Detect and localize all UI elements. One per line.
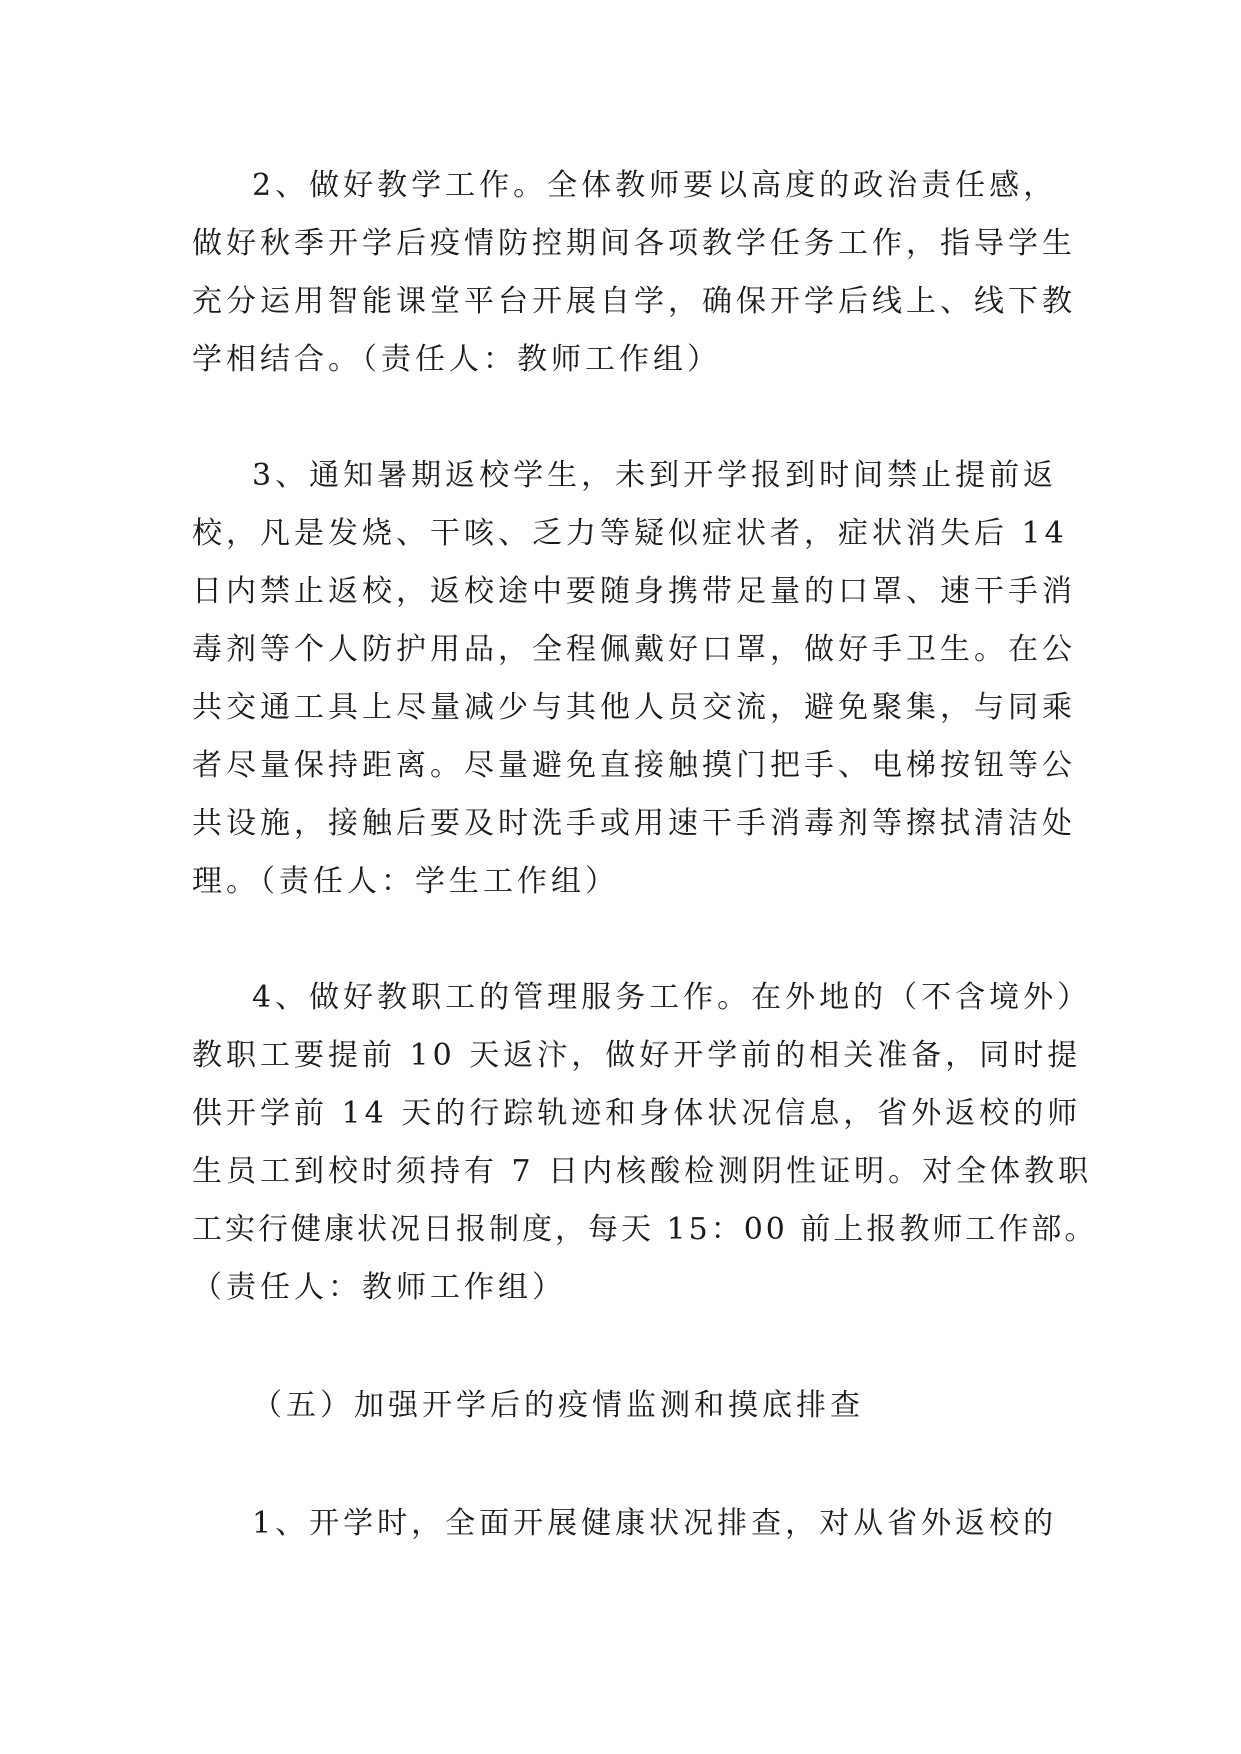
paragraph-4-line-5: 工实行健康状况日报制度，每天 15：00 前上报教师工作部。 xyxy=(192,1212,1098,1247)
paragraph-4-line-4: 生员工到校时须持有 7 日内核酸检测阴性证明。对全体教职 xyxy=(192,1154,1093,1189)
paragraph-3-line-8: 理。（责任人：学生工作组） xyxy=(192,864,619,899)
paragraph-4-line-3: 供开学前 14 天的行踪轨迹和身体状况信息，省外返校的师 xyxy=(192,1096,1082,1131)
paragraph-2-line-1: 2、做好教学工作。全体教师要以高度的政治责任感， xyxy=(252,168,1058,203)
section-heading-5: （五）加强开学后的疫情监测和摸底排查 xyxy=(252,1388,864,1423)
paragraph-3-line-6: 者尽量保持距离。尽量避免直接触摸门把手、电梯按钮等公 xyxy=(192,748,1076,783)
paragraph-3-line-3: 日内禁止返校，返校途中要随身携带足量的口罩、速干手消 xyxy=(192,574,1076,609)
paragraph-3-line-5: 共交通工具上尽量减少与其他人员交流，避免聚集，与同乘 xyxy=(192,690,1076,725)
paragraph-2-line-4: 学相结合。（责任人：教师工作组） xyxy=(192,342,721,377)
paragraph-4-line-2: 教职工要提前 10 天返汴，做好开学前的相关准备，同时提 xyxy=(192,1038,1082,1073)
paragraph-3-line-2: 校，凡是发烧、干咳、乏力等疑似症状者，症状消失后 14 xyxy=(192,516,1068,551)
paragraph-2-line-3: 充分运用智能课堂平台开展自学，确保开学后线上、线下教 xyxy=(192,284,1076,319)
paragraph-3-line-1: 3、通知暑期返校学生，未到开学报到时间禁止提前返 xyxy=(252,458,1058,493)
paragraph-3-line-4: 毒剂等个人防护用品，全程佩戴好口罩，做好手卫生。在公 xyxy=(192,632,1076,667)
item-1-line-1: 1、开学时，全面开展健康状况排查，对从省外返校的 xyxy=(252,1506,1058,1541)
paragraph-3-line-7: 共设施，接触后要及时洗手或用速干手消毒剂等擦拭清洁处 xyxy=(192,806,1076,841)
paragraph-4-line-1: 4、做好教职工的管理服务工作。在外地的（不含境外） xyxy=(252,980,1092,1015)
paragraph-4-line-6: （责任人：教师工作组） xyxy=(192,1270,566,1305)
paragraph-2-line-2: 做好秋季开学后疫情防控期间各项教学任务工作，指导学生 xyxy=(192,226,1076,261)
